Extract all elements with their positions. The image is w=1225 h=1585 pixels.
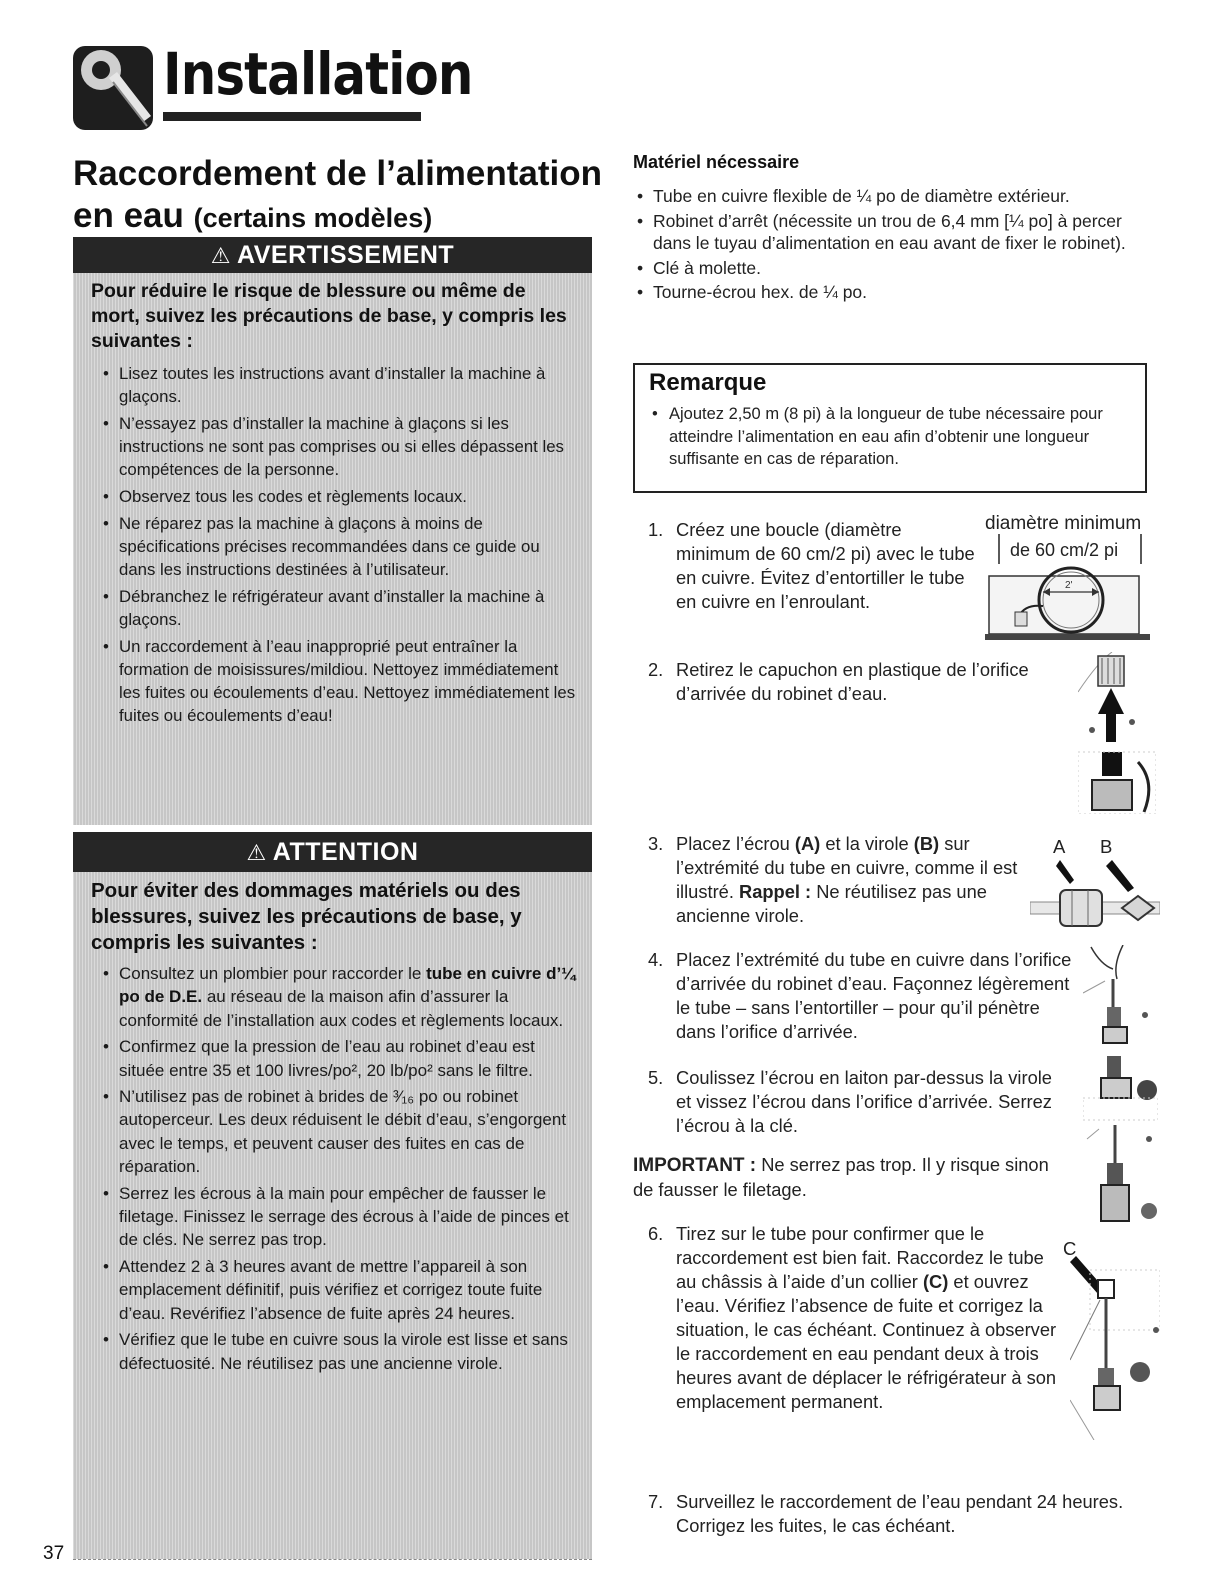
wrench-icon (73, 42, 153, 130)
warning-item: • Observez tous les codes et règlements locaux. (91, 485, 578, 508)
label-c-ref: (C) (922, 1271, 949, 1292)
materials-item: • Clé à molette. (633, 257, 1153, 280)
step-number: 1. (648, 519, 664, 540)
section-title (73, 153, 603, 239)
warning-item: • Un raccordement à l’eau inapproprié peut entraîner la formation de moisissures/mildiou. Nettoyez immédiatement les fuites ou écoulements d’eau. Nettoyez immédiatement les fuites ou écoulements d’eau! (91, 635, 578, 727)
step-text: Surveillez le raccordement de l’eau pendant 24 heures. Corrigez les fuites, le cas échéant. (676, 1491, 1124, 1536)
materials-item: • Tube en cuivre flexible de ¼ po de diamètre extérieur. (633, 185, 1153, 208)
step-text (676, 832, 1028, 928)
diameter-label: de 60 cm/2 pi (1010, 540, 1119, 560)
step-number: 6. (648, 1223, 664, 1244)
caution-item: • N’utilisez pas de robinet à brides de ³⁄₁₆ po ou robinet autoperceur. Les deux réduisent le débit d’eau, s’engorgent avec le temps, et peuvent causer des fuites en cas de réparation. (91, 1085, 578, 1179)
important-note (633, 1153, 1063, 1202)
label-a: A (1053, 836, 1066, 857)
reminder-label: Rappel : (739, 881, 812, 902)
step-text (676, 1222, 1068, 1414)
tube-insert-illustration (1083, 945, 1158, 1047)
diameter-label: diamètre minimum (985, 513, 1142, 534)
step-3 (648, 832, 1028, 928)
note-box (633, 363, 1147, 493)
label-b-ref: (B) (913, 833, 940, 854)
step-text: Placez l’extrémité du tube en cuivre dans l’orifice d’arrivée du robinet d’eau. Façonnez légèrement le tube – sans l’entortiller – pour qu’il pénètre dans l’orifice d’arrivée. (676, 949, 1072, 1042)
step-6 (648, 1222, 1068, 1414)
valve-cap-illustration (1078, 652, 1156, 814)
caution-triangle-icon: ⚠ (246, 840, 267, 865)
caution-item: • Confirmez que la pression de l’eau au robinet d’eau est située entre 35 et 100 livres/po², 20 lb/po² sans le filtre. (91, 1035, 578, 1082)
materials-item: • Robinet d’arrêt (nécessite un trou de 6,4 mm [¼ po] à percer dans le tuyau d’alimentation en eau avant de fixer le robinet). (633, 210, 1153, 255)
title-underline (163, 112, 421, 121)
step-7 (648, 1490, 1138, 1538)
step-text-part: Tirez sur le tube pour confirmer que le raccordement est bien fait. Raccordez le tube au châssis à l’aide d’un collier (676, 1223, 1044, 1292)
warning-triangle-icon: ⚠ (210, 243, 232, 268)
caution-box (73, 832, 592, 1559)
step-text-part: Placez l’écrou (676, 833, 795, 854)
page-number: 37 (43, 1543, 65, 1564)
warning-heading: AVERTISSEMENT (237, 241, 455, 269)
step-number: 2. (648, 659, 664, 680)
loop-dimension-mark: 2' (1065, 580, 1073, 591)
nut-detail-illustration (1083, 1125, 1158, 1235)
caution-item (91, 962, 578, 1032)
materials-list (633, 185, 1153, 306)
warning-item: • Débranchez le réfrigérateur avant d’installer la machine à glaçons. (91, 585, 578, 631)
step-2 (648, 658, 1048, 706)
caution-item-text: Consultez un plombier pour raccorder le (119, 964, 427, 983)
warning-item: • Ne réparez pas la machine à glaçons à moins de spécifications précises recommandées dans ce guide ou dans les instructions destinées à l’utilisateur. (91, 512, 578, 581)
note-text: • Ajoutez 2,50 m (8 pi) à la longueur de tube nécessaire pour atteindre l’alimentation en eau afin d’obtenir une longueur suffisante en cas de réparation. (649, 403, 1135, 471)
caution-lead: Pour éviter des dommages matériels ou des blessures, suivez les précautions de base, y compris les suivantes : (91, 879, 522, 954)
caution-item: • Serrez les écrous à la main pour empêcher de fausser le filetage. Finissez le serrage des écrous à l’aide de pinces et de clés. Ne serrez pas trop. (91, 1182, 578, 1252)
section-title-line1: Raccordement de l’alimentation (73, 154, 603, 193)
step-5 (648, 1066, 1068, 1138)
caution-item: • Vérifiez que le tube en cuivre sous la virole est lisse et sans défectuosité. Ne réutilisez pas une ancienne virole. (91, 1328, 578, 1375)
nut-ferrule-illustration (1030, 858, 1160, 938)
tube-loop-illustration (985, 534, 1150, 644)
important-text: Ne serrez pas trop. Il y risque sinon de fausser le filetage. (633, 1154, 1049, 1200)
caution-item-text: au réseau de la maison afin d’assurer la conformité de l’installation aux codes et règlements locaux. (119, 987, 564, 1030)
step-text-part: et ouvrez l’eau. Vérifiez l’absence de fuite et corrigez la situation, le cas échéant. Continuez à observer le raccordement en eau pendant deux à trois heures avant de déplacer le réfrigérateur à son emplacement permanent. (676, 1271, 1057, 1412)
caution-item: • Attendez 2 à 3 heures avant de mettre l’appareil à son emplacement définitif, puis vérifiez et corrigez toute fuite d’eau. Revérifiez l’absence de fuite après 24 heures. (91, 1255, 578, 1325)
nut-tighten-illustration (1083, 1050, 1158, 1122)
warning-item: • Lisez toutes les instructions avant d’installer la machine à glaçons. (91, 362, 578, 408)
materials-item: • Tourne-écrou hex. de ¼ po. (633, 281, 1153, 304)
footer-rule (73, 1559, 592, 1560)
step-text: Coulissez l’écrou en laiton par-dessus la virole et vissez l’écrou dans l’orifice d’arrivée. Serrez l’écrou à la clé. (676, 1067, 1052, 1136)
warning-box (73, 237, 592, 825)
warning-list (91, 362, 578, 727)
section-subtitle: (certains modèles) (193, 203, 433, 233)
step-number: 7. (648, 1491, 664, 1512)
label-a-ref: (A) (794, 833, 821, 854)
step-text: Retirez le capuchon en plastique de l’orifice d’arrivée du robinet d’eau. (676, 659, 1029, 704)
caution-list (91, 962, 578, 1375)
materials-heading: Matériel nécessaire (633, 152, 800, 172)
step-1 (648, 518, 978, 614)
section-title-line2: en eau (73, 196, 184, 235)
clamp-illustration (1070, 1250, 1160, 1440)
step-text-part: et la virole (820, 833, 914, 854)
step-number: 3. (648, 833, 664, 854)
note-heading: Remarque (649, 369, 767, 396)
warning-header (73, 237, 592, 273)
warning-item: • N’essayez pas d’installer la machine à glaçons si les instructions ne sont pas comprises ou si elles dépassent les compétences de la personne. (91, 412, 578, 481)
step-text-part: Ne réutilisez pas une ancienne virole. (676, 881, 987, 926)
step-text-part: sur l’extrémité du tube en cuivre, comme il est illustré. (676, 833, 1018, 902)
label-b: B (1100, 836, 1113, 857)
step-number: 5. (648, 1067, 664, 1088)
step-4 (648, 948, 1078, 1044)
caution-heading: ATTENTION (272, 838, 419, 866)
page-title: Installation (163, 40, 473, 108)
caution-item-bold: tube en cuivre d’¼ po de D.E. (119, 964, 576, 1007)
label-c: C (1063, 1238, 1077, 1259)
step-number: 4. (648, 949, 664, 970)
step-text: Créez une boucle (diamètre minimum de 60 cm/2 pi) avec le tube en cuivre. Évitez d’entortiller le tube en cuivre en l’enroulant. (676, 519, 975, 612)
caution-header (73, 832, 592, 872)
warning-lead: Pour réduire le risque de blessure ou même de mort, suivez les précautions de base, y compris les suivantes : (91, 280, 567, 352)
important-label: IMPORTANT : (633, 1155, 757, 1176)
